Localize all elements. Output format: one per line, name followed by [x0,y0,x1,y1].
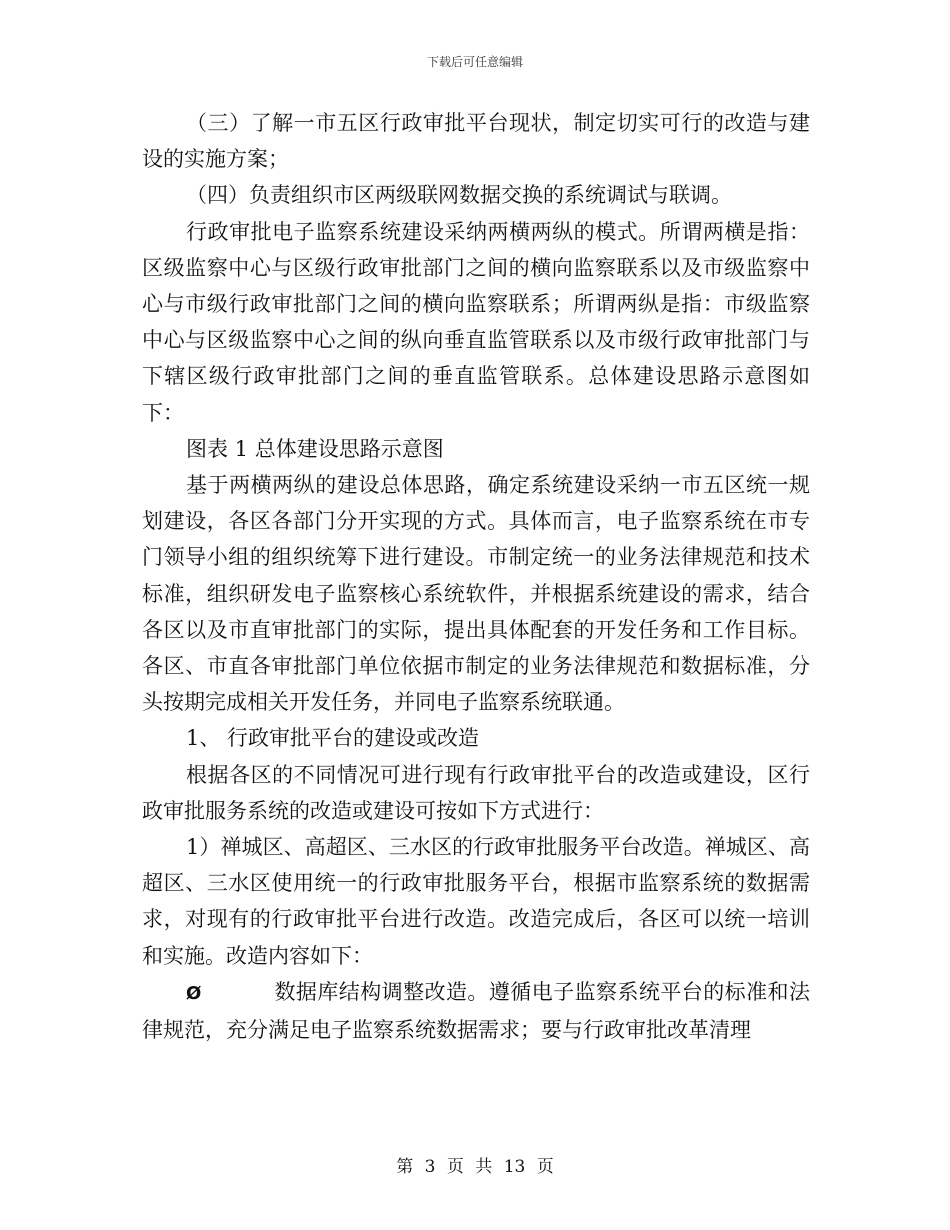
bullet-icon: Ø [186,982,202,1004]
paragraph: 根据各区的不同情况可进行现有行政审批平台的改造或建设，区行政审批服务系统的改造或建设可按如下方式进行： [142,762,810,823]
paragraph: （四）负责组织市区两级联网数据交换的系统调试与联调。 [186,183,732,208]
paragraph: （三）了解一市五区行政审批平台现状，制定切实可行的改造与建设的实施方案； [142,111,810,172]
paragraph: 行政审批电子监察系统建设采纳两横两纵的模式。所谓两横是指：区级监察中心与区级行政审批部门之间的横向监察联系以及市级监察中心与市级行政审批部门之间的横向监察联系；所谓两纵是指：市级监察中心与区级监察中心之间的纵向垂直监管联系以及市级行政审批部门与下辖区级行政审批部门之间的垂直监管联系。总体建设思路示意图如下： [142,219,810,425]
bullet-text: 数据库结构调整改造。遵循电子监察系统平台的标准和法律规范，充分满足电子监察系统数据需求；要与行政审批改革清理 [142,979,810,1043]
document-body [142,105,810,1048]
figure-caption: 图表 1 总体建设思路示意图 [186,436,444,461]
paragraph: 基于两横两纵的建设总体思路，确定系统建设采纳一市五区统一规划建设，各区各部门分开实现的方式。具体而言，电子监察系统在市专门领导小组的组织统筹下进行建设。市制定统一的业务法律规范和技术标准，组织研发电子监察核心系统软件，并根据系统建设的需求，结合各区以及市直审批部门的实际，提出具体配套的开发任务和工作目标。各区、市直各审批部门单位依据市制定的业务法律规范和数据标准，分头按期完成相关开发任务，并同电子监察系统联通。 [142,473,810,715]
page-header: 下载后可任意编辑 [426,55,523,69]
page-footer: 第 3 页 共 13 页 [396,1157,554,1177]
bullet-item [142,974,810,1048]
paragraph: 1）禅城区、高超区、三水区的行政审批服务平台改造。禅城区、高超区、三水区使用统一的行政审批服务平台，根据市监察系统的数据需求，对现有的行政审批平台进行改造。改造完成后，各区可以统一培训和实施。改造内容如下： [142,835,810,968]
section-heading: 1、 行政审批平台的建设或改造 [186,726,480,751]
